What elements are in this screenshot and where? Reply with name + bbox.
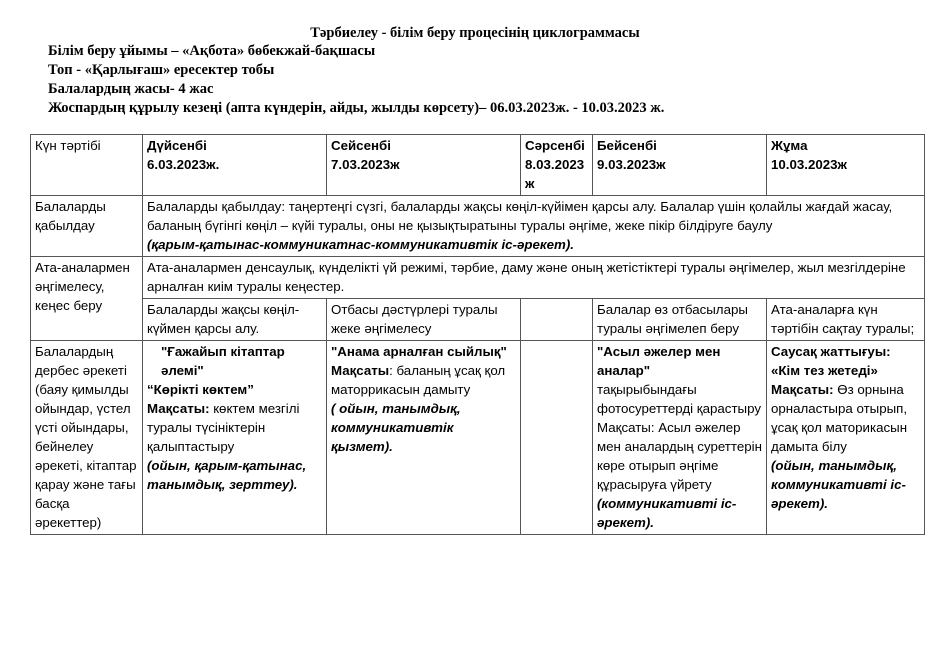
document-title: Тәрбиелеу - білім беру процесінің циклограммасы [310,25,640,41]
parents-row-daily [31,299,925,341]
reception-description: Балаларды қабылдау: таңертеңгі сүзгі, балаларды жақсы көңіл-күйімен қарсы алу. Балалар үшін қолайлы жағдай жасау, баланың бүгінгі көңіл – күйі туралы, оны не қызықтыратыны туралы әңгіме, жеке пікір білдіруге баулу (қарым-қатынас-коммуникатнас-коммуникативтік іс-әрекет). [143,196,925,257]
parents-wednesday [521,299,593,341]
independent-activity-label: Балалардың дербес әрекеті (баяу қимылды ойындар, үстел үсті ойындары, бейнелеу әрекеті, кітаптар қарау және тағы басқа әрекеттер) [31,341,143,535]
parents-friday: Ата-аналарға күн тәртібін сақтау туралы; [767,299,925,341]
day-header-thursday: Бейсенбі 9.03.2023ж [593,135,767,196]
independent-tuesday: "Анама арналған сыйлық" Мақсаты: баланың ұсақ қол маторрикасын дамыту ( ойын, танымдық, коммуникативтік қызмет). [327,341,521,535]
independent-thursday: "Асыл әжелер мен аналар" тақырыбындағы фотосуреттерді қарастыру Мақсаты: Асыл әжелер мен аналардың суреттерін көре отырып әңгіме құрасыруға үйрету (коммуникативті іс-әрекет). [593,341,767,535]
daily-schedule-header: Күн тәртібі [31,135,143,196]
parents-monday: Балаларды жақсы көңіл-күймен қарсы алу. [143,299,327,341]
independent-monday: "Ғажайып кітаптар әлемі" “Көрікті көктем” Мақсаты: көктем мезгілі туралы түсініктерін қалыптастыру (ойын, қарым-қатынас, танымдық, зерттеу). [143,341,327,535]
parents-row-general [31,257,925,299]
age-line: Балалардың жасы- 4 жас [48,81,214,97]
organization-line: Білім беру ұйымы – «Ақбота» бөбекжай-бақшасы [48,43,376,59]
day-header-tuesday: Сейсенбі 7.03.2023ж [327,135,521,196]
independent-wednesday [521,341,593,535]
parents-description: Ата-аналармен денсаулық, күнделікті үй режимі, тәрбие, даму және оның жетістіктері туралы әңгімелер, жыл мезгілдеріне арналған киім туралы кеңестер. [143,257,925,299]
table-header-row [31,135,925,196]
independent-activity-row [31,341,925,535]
cyclogram-table [30,134,925,535]
parents-thursday: Балалар өз отбасылары туралы әңгімелеп беру [593,299,767,341]
period-line: Жоспардың құрылу кезеңі (апта күндерін, айды, жылды көрсету)– 06.03.2023ж. - 10.03.2023 ж. [48,100,665,116]
parents-label: Ата-аналармен әңгімелесу, кеңес беру [31,257,143,341]
day-header-monday: Дүйсенбі 6.03.2023ж. [143,135,327,196]
group-line: Топ - «Қарлығаш» ересектер тобы [48,62,275,78]
day-header-friday: Жұма 10.03.2023ж [767,135,925,196]
reception-row [31,196,925,257]
day-header-wednesday: Сәрсенбі 8.03.2023ж [521,135,593,196]
independent-friday: Саусақ жаттығуы: «Кім тез жетеді» Мақсаты: Өз орнына орналастыра отырып, ұсақ қол маторикасын дамыта білу (ойын, танымдық, коммуникативті іс-әрекет). [767,341,925,535]
reception-note: (қарым-қатынас-коммуникатнас-коммуникативтік іс-әрекет). [147,237,574,252]
reception-label: Балаларды қабылдау [31,196,143,257]
parents-tuesday: Отбасы дәстүрлері туралы жеке әңгімелесу [327,299,521,341]
